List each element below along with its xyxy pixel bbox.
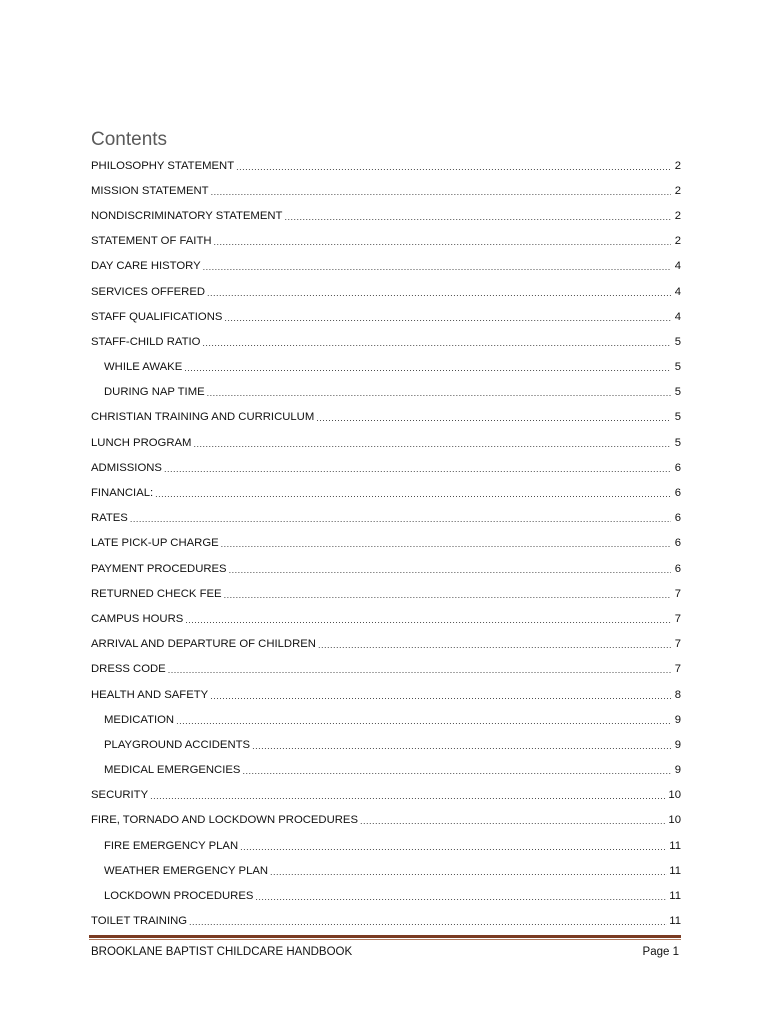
toc-dot-leader <box>130 512 671 526</box>
toc-entry[interactable] <box>91 229 681 254</box>
toc-dot-leader <box>168 663 671 677</box>
toc-entry-page-number: 8 <box>674 688 681 701</box>
toc-entry-page-number: 9 <box>674 764 681 777</box>
toc-entry[interactable] <box>91 430 681 455</box>
toc-entry[interactable] <box>91 153 681 178</box>
toc-entry[interactable] <box>91 355 681 380</box>
footer-rule-thin <box>89 939 681 940</box>
toc-entry[interactable] <box>91 556 681 581</box>
toc-entry[interactable] <box>91 682 681 707</box>
toc-dot-leader <box>252 739 671 753</box>
toc-entry[interactable] <box>91 758 681 783</box>
toc-entry[interactable] <box>91 380 681 405</box>
toc-entry-page-number: 11 <box>669 864 681 877</box>
toc-entry[interactable] <box>91 783 681 808</box>
toc-entry[interactable] <box>91 254 681 279</box>
toc-entry-title[interactable]: WEATHER EMERGENCY PLAN <box>104 864 269 877</box>
toc-entry-title[interactable]: NONDISCRIMINATORY STATEMENT <box>91 209 283 222</box>
toc-entry-title[interactable]: LOCKDOWN PROCEDURES <box>104 890 254 903</box>
toc-entry[interactable] <box>91 203 681 228</box>
toc-entry-page-number: 7 <box>674 612 681 625</box>
toc-entry-title[interactable]: MEDICAL EMERGENCIES <box>104 764 241 777</box>
toc-entry-title[interactable]: STAFF QUALIFICATIONS <box>91 310 223 323</box>
toc-entry-title[interactable]: STATEMENT OF FAITH <box>91 235 212 248</box>
toc-entry-title[interactable]: RETURNED CHECK FEE <box>91 587 222 600</box>
toc-dot-leader <box>360 814 666 828</box>
toc-entry-title[interactable]: FIRE, TORNADO AND LOCKDOWN PROCEDURES <box>91 814 358 827</box>
toc-entry-page-number: 9 <box>674 713 681 726</box>
toc-dot-leader <box>224 588 671 602</box>
toc-entry-page-number: 2 <box>674 184 681 197</box>
toc-heading: Contents <box>91 129 168 150</box>
toc-entry[interactable] <box>91 304 681 329</box>
toc-entry[interactable] <box>91 632 681 657</box>
toc-entry-title[interactable]: DAY CARE HISTORY <box>91 260 201 273</box>
toc-entry[interactable] <box>91 405 681 430</box>
toc-dot-leader <box>176 714 671 728</box>
toc-entry-title[interactable]: SERVICES OFFERED <box>91 285 206 298</box>
toc-entry-page-number: 10 <box>668 789 681 802</box>
toc-entry[interactable] <box>91 606 681 631</box>
toc-dot-leader <box>242 764 671 778</box>
toc-dot-leader <box>270 865 667 879</box>
toc-entry-title[interactable]: HEALTH AND SAFETY <box>91 688 209 701</box>
toc-entry-page-number: 7 <box>674 587 681 600</box>
toc-entry-page-number: 7 <box>674 638 681 651</box>
toc-dot-leader <box>150 789 666 803</box>
toc-dot-leader <box>284 210 671 224</box>
toc-entry[interactable] <box>91 732 681 757</box>
toc-entry[interactable] <box>91 178 681 203</box>
toc-dot-leader <box>207 286 671 300</box>
toc-dot-leader <box>236 160 671 174</box>
toc-entry-title[interactable]: RATES <box>91 512 128 525</box>
toc-dot-leader <box>229 563 671 577</box>
toc-dot-leader <box>185 613 671 627</box>
toc-dot-leader <box>155 487 671 501</box>
toc-entry-title[interactable]: FIRE EMERGENCY PLAN <box>104 839 239 852</box>
toc-entry-title[interactable]: WHILE AWAKE <box>104 361 183 374</box>
toc-entry-title[interactable]: STAFF-CHILD RATIO <box>91 335 201 348</box>
toc-dot-leader <box>210 689 671 703</box>
toc-entry-page-number: 5 <box>674 386 681 399</box>
toc-entry-page-number: 11 <box>669 890 681 903</box>
toc-entry-title[interactable]: FINANCIAL: <box>91 487 154 500</box>
toc-entry-title[interactable]: MISSION STATEMENT <box>91 184 209 197</box>
toc-entry-title[interactable]: PAYMENT PROCEDURES <box>91 562 227 575</box>
toc-entry-page-number: 5 <box>674 436 681 449</box>
toc-dot-leader <box>189 915 667 929</box>
toc-entry-title[interactable]: ADMISSIONS <box>91 461 162 474</box>
toc-dot-leader <box>193 437 671 451</box>
toc-dot-leader <box>203 260 671 274</box>
toc-entry-title[interactable]: LUNCH PROGRAM <box>91 436 192 449</box>
toc-entry[interactable] <box>91 657 681 682</box>
toc-entry-page-number: 5 <box>674 411 681 424</box>
toc-dot-leader <box>240 840 667 854</box>
toc-entry-page-number: 4 <box>674 285 681 298</box>
toc-entry-page-number: 6 <box>674 461 681 474</box>
toc-entry-page-number: 5 <box>674 361 681 374</box>
toc-entry[interactable] <box>91 329 681 354</box>
toc-entry-page-number: 2 <box>674 235 681 248</box>
toc-dot-leader <box>255 890 667 904</box>
toc-entry-title[interactable]: DURING NAP TIME <box>104 386 205 399</box>
toc-dot-leader <box>318 638 671 652</box>
toc-entry-page-number: 11 <box>669 915 681 928</box>
toc-entry[interactable] <box>91 909 681 934</box>
toc-entry-page-number: 2 <box>674 209 681 222</box>
toc-entry-page-number: 11 <box>669 839 681 852</box>
toc-entry-title[interactable]: SECURITY <box>91 789 149 802</box>
toc-entry-title[interactable]: PLAYGROUND ACCIDENTS <box>104 738 251 751</box>
toc-entry[interactable] <box>91 707 681 732</box>
toc-dot-leader <box>316 411 671 425</box>
toc-entry[interactable] <box>91 833 681 858</box>
toc-entry-page-number: 6 <box>674 537 681 550</box>
toc-entry[interactable] <box>91 506 681 531</box>
toc-entry-page-number: 9 <box>674 738 681 751</box>
toc-entry-page-number: 6 <box>674 562 681 575</box>
toc-entry[interactable] <box>91 858 681 883</box>
toc-dot-leader <box>164 462 671 476</box>
toc-entry-title[interactable]: LATE PICK-UP CHARGE <box>91 537 219 550</box>
toc-entry[interactable] <box>91 581 681 606</box>
toc-entry[interactable] <box>91 808 681 833</box>
toc-entry-title[interactable]: MEDICATION <box>104 713 175 726</box>
footer-page-number: Page 1 <box>642 946 679 958</box>
toc-entry-title[interactable]: CHRISTIAN TRAINING AND CURRICULUM <box>91 411 315 424</box>
toc-entry-page-number: 6 <box>674 512 681 525</box>
toc-entry-page-number: 4 <box>674 260 681 273</box>
toc-entry[interactable] <box>91 480 681 505</box>
toc-entry[interactable] <box>91 883 681 908</box>
toc-entry-page-number: 4 <box>674 310 681 323</box>
toc-entry-page-number: 10 <box>668 814 681 827</box>
toc-entry-title[interactable]: ARRIVAL AND DEPARTURE OF CHILDREN <box>91 638 316 651</box>
toc-entry-page-number: 2 <box>674 159 681 172</box>
toc-dot-leader <box>224 311 671 325</box>
footer-rule <box>89 935 681 938</box>
toc-entry-title[interactable]: CAMPUS HOURS <box>91 612 184 625</box>
toc-dot-leader <box>207 386 671 400</box>
toc-entry-page-number: 7 <box>674 663 681 676</box>
toc-dot-leader <box>214 235 671 249</box>
toc-entry-title[interactable]: TOILET TRAINING <box>91 915 188 928</box>
toc-entry-page-number: 5 <box>674 335 681 348</box>
toc-dot-leader <box>202 336 671 350</box>
toc-entry[interactable] <box>91 531 681 556</box>
toc-dot-leader <box>211 185 671 199</box>
toc-entry[interactable] <box>91 455 681 480</box>
toc-entry-page-number: 6 <box>674 487 681 500</box>
toc-entry-title[interactable]: PHILOSOPHY STATEMENT <box>91 159 235 172</box>
toc-list <box>91 153 681 934</box>
footer-title: BROOKLANE BAPTIST CHILDCARE HANDBOOK <box>91 946 353 958</box>
toc-dot-leader <box>221 537 671 551</box>
toc-entry[interactable] <box>91 279 681 304</box>
toc-entry-title[interactable]: DRESS CODE <box>91 663 166 676</box>
toc-dot-leader <box>184 361 671 375</box>
